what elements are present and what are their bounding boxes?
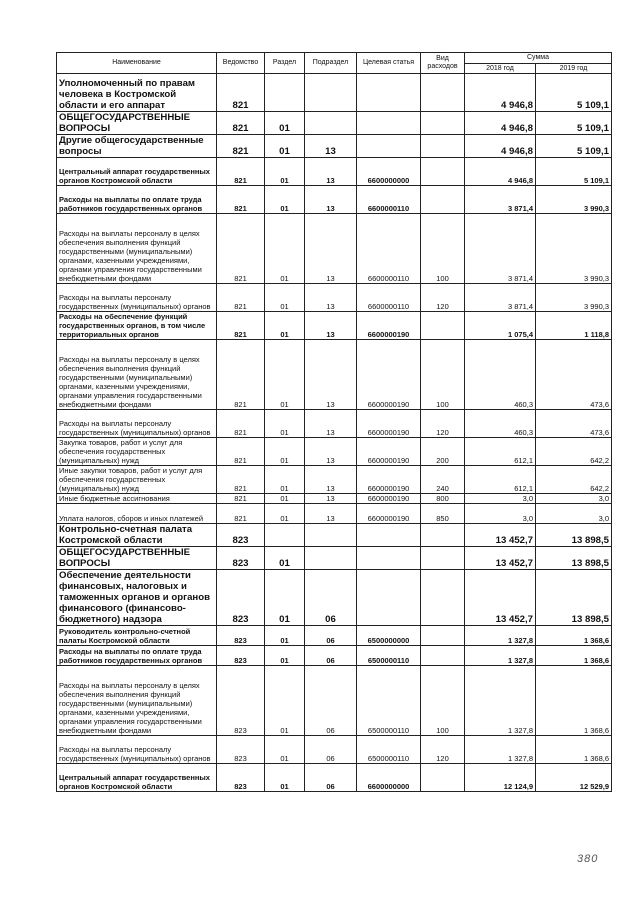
cell-sub: 13 [305,466,357,494]
cell-target [357,112,421,135]
cell-v2019: 1 118,8 [536,312,612,340]
cell-type: 800 [421,494,465,504]
cell-type [421,74,465,112]
table-row [57,547,612,570]
cell-sub: 13 [305,410,357,438]
cell-sec: 01 [265,284,305,312]
cell-type: 100 [421,214,465,284]
cell-sub: 13 [305,214,357,284]
cell-target [357,135,421,158]
cell-dept: 821 [217,504,265,524]
cell-v2019: 642,2 [536,466,612,494]
cell-sec: 01 [265,570,305,626]
table-row [57,666,612,736]
cell-v2018: 4 946,8 [465,158,536,186]
cell-sub: 06 [305,764,357,792]
cell-target: 6600000110 [357,186,421,214]
cell-v2018: 612,1 [465,466,536,494]
cell-sub: 13 [305,135,357,158]
col-header-target: Целевая статья [357,53,421,74]
cell-sec [265,74,305,112]
cell-v2019: 5 109,1 [536,158,612,186]
cell-dept: 821 [217,186,265,214]
cell-sub: 06 [305,736,357,764]
cell-v2018: 1 327,8 [465,666,536,736]
cell-sub: 13 [305,284,357,312]
cell-dept: 823 [217,736,265,764]
cell-type: 100 [421,340,465,410]
cell-sec [265,524,305,547]
cell-v2018: 4 946,8 [465,112,536,135]
cell-v2019: 473,6 [536,410,612,438]
cell-v2019: 642,2 [536,438,612,466]
cell-v2018: 1 327,8 [465,736,536,764]
table-row [57,494,612,504]
cell-type [421,135,465,158]
cell-sub: 13 [305,438,357,466]
cell-v2018: 1 327,8 [465,646,536,666]
cell-sub: 06 [305,666,357,736]
cell-sub: 06 [305,570,357,626]
cell-target: 6600000190 [357,494,421,504]
cell-v2019: 473,6 [536,340,612,410]
col-header-2019: 2019 год [536,64,612,74]
cell-dept: 823 [217,764,265,792]
cell-type: 240 [421,466,465,494]
cell-v2019: 1 368,6 [536,626,612,646]
cell-sub: 13 [305,494,357,504]
cell-sec: 01 [265,214,305,284]
cell-sub [305,547,357,570]
table-row [57,284,612,312]
cell-sec: 01 [265,186,305,214]
cell-v2019: 13 898,5 [536,524,612,547]
cell-dept: 821 [217,112,265,135]
cell-name: Уполномоченный по правам человека в Костромской области и его аппарат [57,74,217,112]
table-row [57,438,612,466]
table-row [57,214,612,284]
cell-dept: 823 [217,524,265,547]
cell-target: 6600000190 [357,466,421,494]
cell-name: Другие общегосударственные вопросы [57,135,217,158]
cell-v2019: 3 990,3 [536,284,612,312]
cell-sec: 01 [265,764,305,792]
cell-sub: 13 [305,158,357,186]
cell-target: 6600000000 [357,158,421,186]
cell-target [357,524,421,547]
cell-dept: 821 [217,494,265,504]
cell-sec: 01 [265,466,305,494]
cell-type [421,570,465,626]
cell-target [357,570,421,626]
cell-dept: 821 [217,74,265,112]
cell-name: Расходы на выплаты персоналу в целях обеспечения выполнения функций государственными (муниципальными) органами, казенными учреждениями, органами управления государственными внебюджетными фондами [57,214,217,284]
col-header-name: Наименование [57,53,217,74]
cell-type [421,112,465,135]
cell-sec: 01 [265,340,305,410]
cell-v2018: 3 871,4 [465,284,536,312]
cell-sub [305,524,357,547]
cell-dept: 823 [217,570,265,626]
table-row [57,158,612,186]
cell-name: Центральный аппарат государственных органов Костромской области [57,158,217,186]
cell-type [421,312,465,340]
cell-name: Расходы на выплаты персоналу государственных (муниципальных) органов [57,736,217,764]
cell-target: 6600000110 [357,284,421,312]
cell-target: 6600000000 [357,764,421,792]
cell-dept: 823 [217,646,265,666]
col-header-exp-type: Вид расходов [421,53,465,74]
cell-target: 6600000190 [357,504,421,524]
cell-v2019: 1 368,6 [536,666,612,736]
cell-v2018: 3,0 [465,504,536,524]
cell-dept: 821 [217,135,265,158]
cell-sec: 01 [265,626,305,646]
table-row [57,504,612,524]
table-row [57,646,612,666]
table-row [57,112,612,135]
cell-dept: 821 [217,340,265,410]
cell-sec: 01 [265,112,305,135]
cell-sec: 01 [265,410,305,438]
cell-target [357,547,421,570]
cell-name: Расходы на выплаты по оплате труда работников государственных органов [57,646,217,666]
cell-type [421,646,465,666]
cell-dept: 823 [217,626,265,646]
table-row [57,466,612,494]
cell-name: ОБЩЕГОСУДАРСТВЕННЫЕ ВОПРОСЫ [57,547,217,570]
cell-target: 6500000000 [357,626,421,646]
col-header-2018: 2018 год [465,64,536,74]
cell-v2019: 12 529,9 [536,764,612,792]
cell-v2019: 3,0 [536,504,612,524]
table-row [57,135,612,158]
cell-dept: 823 [217,666,265,736]
cell-v2018: 13 452,7 [465,570,536,626]
cell-dept: 821 [217,466,265,494]
cell-v2018: 612,1 [465,438,536,466]
cell-v2018: 12 124,9 [465,764,536,792]
table-row [57,736,612,764]
cell-sub: 06 [305,626,357,646]
cell-sub: 13 [305,186,357,214]
col-header-section: Раздел [265,53,305,74]
cell-name: Расходы на выплаты по оплате труда работников государственных органов [57,186,217,214]
cell-sub [305,112,357,135]
cell-type [421,158,465,186]
cell-sec: 01 [265,494,305,504]
cell-target: 6500000110 [357,646,421,666]
cell-name: ОБЩЕГОСУДАРСТВЕННЫЕ ВОПРОСЫ [57,112,217,135]
cell-dept: 821 [217,438,265,466]
cell-type [421,764,465,792]
cell-sec: 01 [265,438,305,466]
cell-type [421,547,465,570]
col-header-subsection: Подраздел [305,53,357,74]
cell-type [421,524,465,547]
cell-target: 6600000190 [357,410,421,438]
table-row [57,340,612,410]
cell-v2019: 1 368,6 [536,736,612,764]
cell-target: 6500000110 [357,666,421,736]
cell-target: 6600000190 [357,438,421,466]
cell-sub: 06 [305,646,357,666]
page-number: 380 [577,853,599,865]
cell-v2019: 3 990,3 [536,186,612,214]
cell-v2019: 3,0 [536,494,612,504]
cell-v2019: 5 109,1 [536,112,612,135]
cell-name: Руководитель контрольно-счетной палаты Костромской области [57,626,217,646]
cell-v2018: 13 452,7 [465,524,536,547]
table-row [57,312,612,340]
table-row [57,186,612,214]
table-row [57,410,612,438]
col-header-dept: Ведомство [217,53,265,74]
cell-v2018: 13 452,7 [465,547,536,570]
cell-v2019: 3 990,3 [536,214,612,284]
cell-sub: 13 [305,504,357,524]
budget-table [56,52,612,792]
cell-name: Расходы на выплаты персоналу государственных (муниципальных) органов [57,410,217,438]
cell-name: Закупка товаров, работ и услуг для обеспечения государственных (муниципальных) нужд [57,438,217,466]
cell-name: Центральный аппарат государственных органов Костромской области [57,764,217,792]
cell-v2018: 1 075,4 [465,312,536,340]
cell-v2018: 460,3 [465,340,536,410]
cell-sec: 01 [265,504,305,524]
budget-table-sheet [56,52,611,792]
cell-name: Иные закупки товаров, работ и услуг для обеспечения государственных (муниципальных) нужд [57,466,217,494]
cell-v2019: 13 898,5 [536,547,612,570]
cell-type: 200 [421,438,465,466]
cell-sub: 13 [305,340,357,410]
cell-target: 6600000110 [357,214,421,284]
cell-dept: 821 [217,284,265,312]
cell-v2018: 4 946,8 [465,135,536,158]
cell-name: Расходы на выплаты персоналу в целях обеспечения выполнения функций государственными (муниципальными) органами, казенными учреждениями, органами управления государственными внебюджетными фондами [57,340,217,410]
cell-sec: 01 [265,646,305,666]
table-row [57,764,612,792]
cell-v2019: 5 109,1 [536,74,612,112]
cell-type [421,186,465,214]
cell-name: Расходы на обеспечение функций государственных органов, в том числе территориальных органов [57,312,217,340]
table-row [57,570,612,626]
cell-v2019: 13 898,5 [536,570,612,626]
col-header-sum: Сумма [465,53,612,64]
cell-name: Расходы на выплаты персоналу государственных (муниципальных) органов [57,284,217,312]
cell-v2019: 5 109,1 [536,135,612,158]
cell-type [421,626,465,646]
cell-type: 100 [421,666,465,736]
cell-dept: 821 [217,214,265,284]
cell-v2018: 460,3 [465,410,536,438]
table-row [57,74,612,112]
table-row [57,626,612,646]
cell-v2019: 1 368,6 [536,646,612,666]
cell-v2018: 3 871,4 [465,186,536,214]
cell-v2018: 4 946,8 [465,74,536,112]
cell-type: 120 [421,410,465,438]
cell-sec: 01 [265,158,305,186]
cell-target: 6600000190 [357,340,421,410]
cell-v2018: 3 871,4 [465,214,536,284]
cell-name: Контрольно-счетная палата Костромской области [57,524,217,547]
cell-sub: 13 [305,312,357,340]
table-body [57,74,612,792]
cell-sec: 01 [265,547,305,570]
cell-name: Уплата налогов, сборов и иных платежей [57,504,217,524]
cell-dept: 823 [217,547,265,570]
cell-sec: 01 [265,736,305,764]
cell-target: 6600000190 [357,312,421,340]
cell-v2018: 3,0 [465,494,536,504]
cell-sub [305,74,357,112]
cell-target: 6500000110 [357,736,421,764]
cell-dept: 821 [217,158,265,186]
cell-v2018: 1 327,8 [465,626,536,646]
cell-target [357,74,421,112]
cell-name: Иные бюджетные ассигнования [57,494,217,504]
cell-name: Обеспечение деятельности финансовых, налоговых и таможенных органов и органов финансового (финансово-бюджетного) надзора [57,570,217,626]
cell-sec: 01 [265,666,305,736]
cell-sec: 01 [265,312,305,340]
cell-type: 120 [421,284,465,312]
table-row [57,524,612,547]
cell-name: Расходы на выплаты персоналу в целях обеспечения выполнения функций государственными (муниципальными) органами, казенными учреждениями, органами управления государственными внебюджетными фондами [57,666,217,736]
cell-sec: 01 [265,135,305,158]
cell-type: 120 [421,736,465,764]
cell-dept: 821 [217,312,265,340]
cell-type: 850 [421,504,465,524]
cell-dept: 821 [217,410,265,438]
